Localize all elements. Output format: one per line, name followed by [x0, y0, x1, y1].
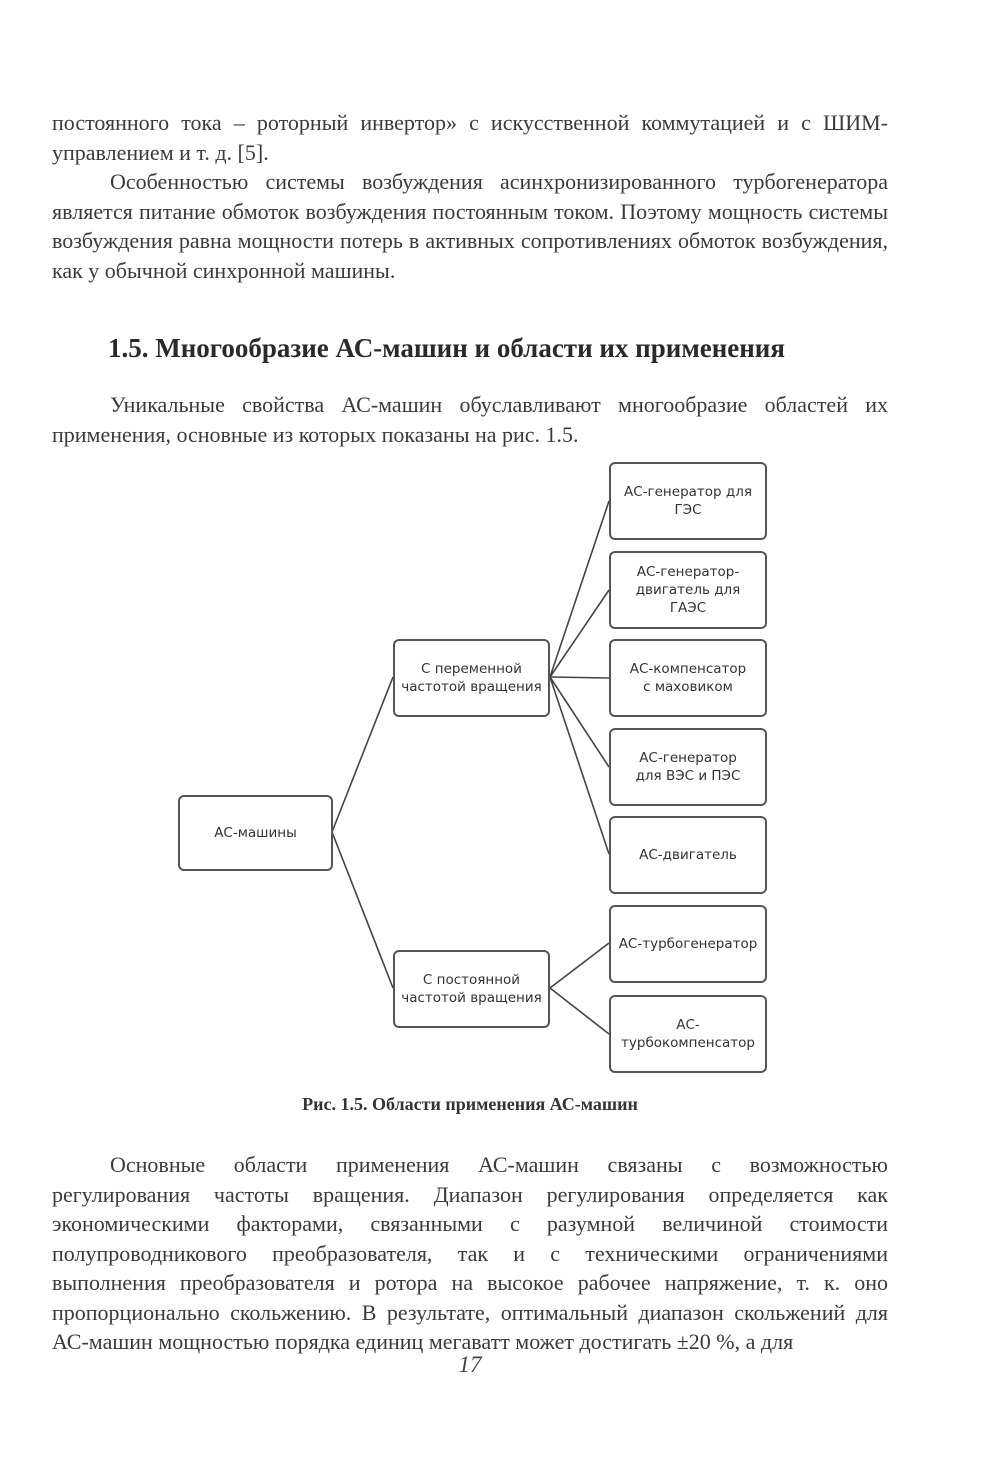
paragraph-continuation: постоянного тока – роторный инвертор» с искусственной коммутацией и с ШИМ-управлением и т. д. [5]. — [52, 110, 888, 165]
connector-variable-pumped — [550, 590, 609, 677]
connector-variable-wind — [550, 677, 609, 767]
paragraph-excitation-system: Особенностью системы возбуждения асинхронизированного турбогенератора является питание обмоток возбуждения постоянным током. Поэтому мощность системы возбуждения равна мощности потерь в активных сопротивлениях обмоток возбуждения, как у обычной синхронной машины. — [52, 169, 888, 283]
section-heading: 1.5. Многообразие АС-машин и области их применения — [108, 333, 785, 363]
connector-variable-motor — [550, 677, 609, 854]
page-number: 17 — [458, 1352, 482, 1377]
diagram-flywheel-compensator-box: АС-компенсатор с маховиком — [609, 639, 767, 717]
paragraph-application-areas: Основные области применения АС-машин связаны с возможностью регулирования частоты вращения. Диапазон регулирования определяется как экономическими факторами, связанными с разумной величиной стоимости полупроводникового преобразователя, так и с техническими ограничениями выполнения преобразователя и ротора на высокое рабочее напряжение, т. к. оно пропорционально скольжению. В результате, оптимальный диапазон скольжений для АС-машин мощностью порядка единиц мегаватт может достигать ±20 %, а для — [52, 1152, 888, 1354]
diagram-pumped-storage-box: АС-генератор- двигатель для ГАЭС — [609, 551, 767, 629]
diagram-root-box: АС-машины — [178, 795, 333, 871]
connector-constant-turbocomp — [550, 988, 609, 1034]
connector-root-variable — [332, 677, 393, 832]
connector-constant-turbogen — [550, 943, 609, 988]
diagram-hydro-generator-box: АС-генератор для ГЭС — [609, 462, 767, 540]
connector-variable-hydro — [550, 501, 609, 677]
diagram-constant-speed-box: С постоянной частотой вращения — [393, 950, 550, 1028]
figure-caption: Рис. 1.5. Области применения АС-машин — [302, 1094, 638, 1114]
diagram-turbogenerator-box: АС-турбогенератор — [609, 905, 767, 983]
diagram-variable-speed-box: С переменной частотой вращения — [393, 639, 550, 717]
connector-root-constant — [332, 832, 393, 988]
connector-variable-compensator — [550, 677, 609, 678]
paragraph-intro-figure: Уникальные свойства АС-машин обуславливают многообразие областей их применения, основные из которых показаны на рис. 1.5. — [52, 392, 888, 447]
diagram-turbocompensator-box: АС- турбокомпенсатор — [609, 995, 767, 1073]
diagram-wind-tidal-generator-box: АС-генератор для ВЭС и ПЭС — [609, 728, 767, 806]
diagram-motor-box: АС-двигатель — [609, 816, 767, 894]
